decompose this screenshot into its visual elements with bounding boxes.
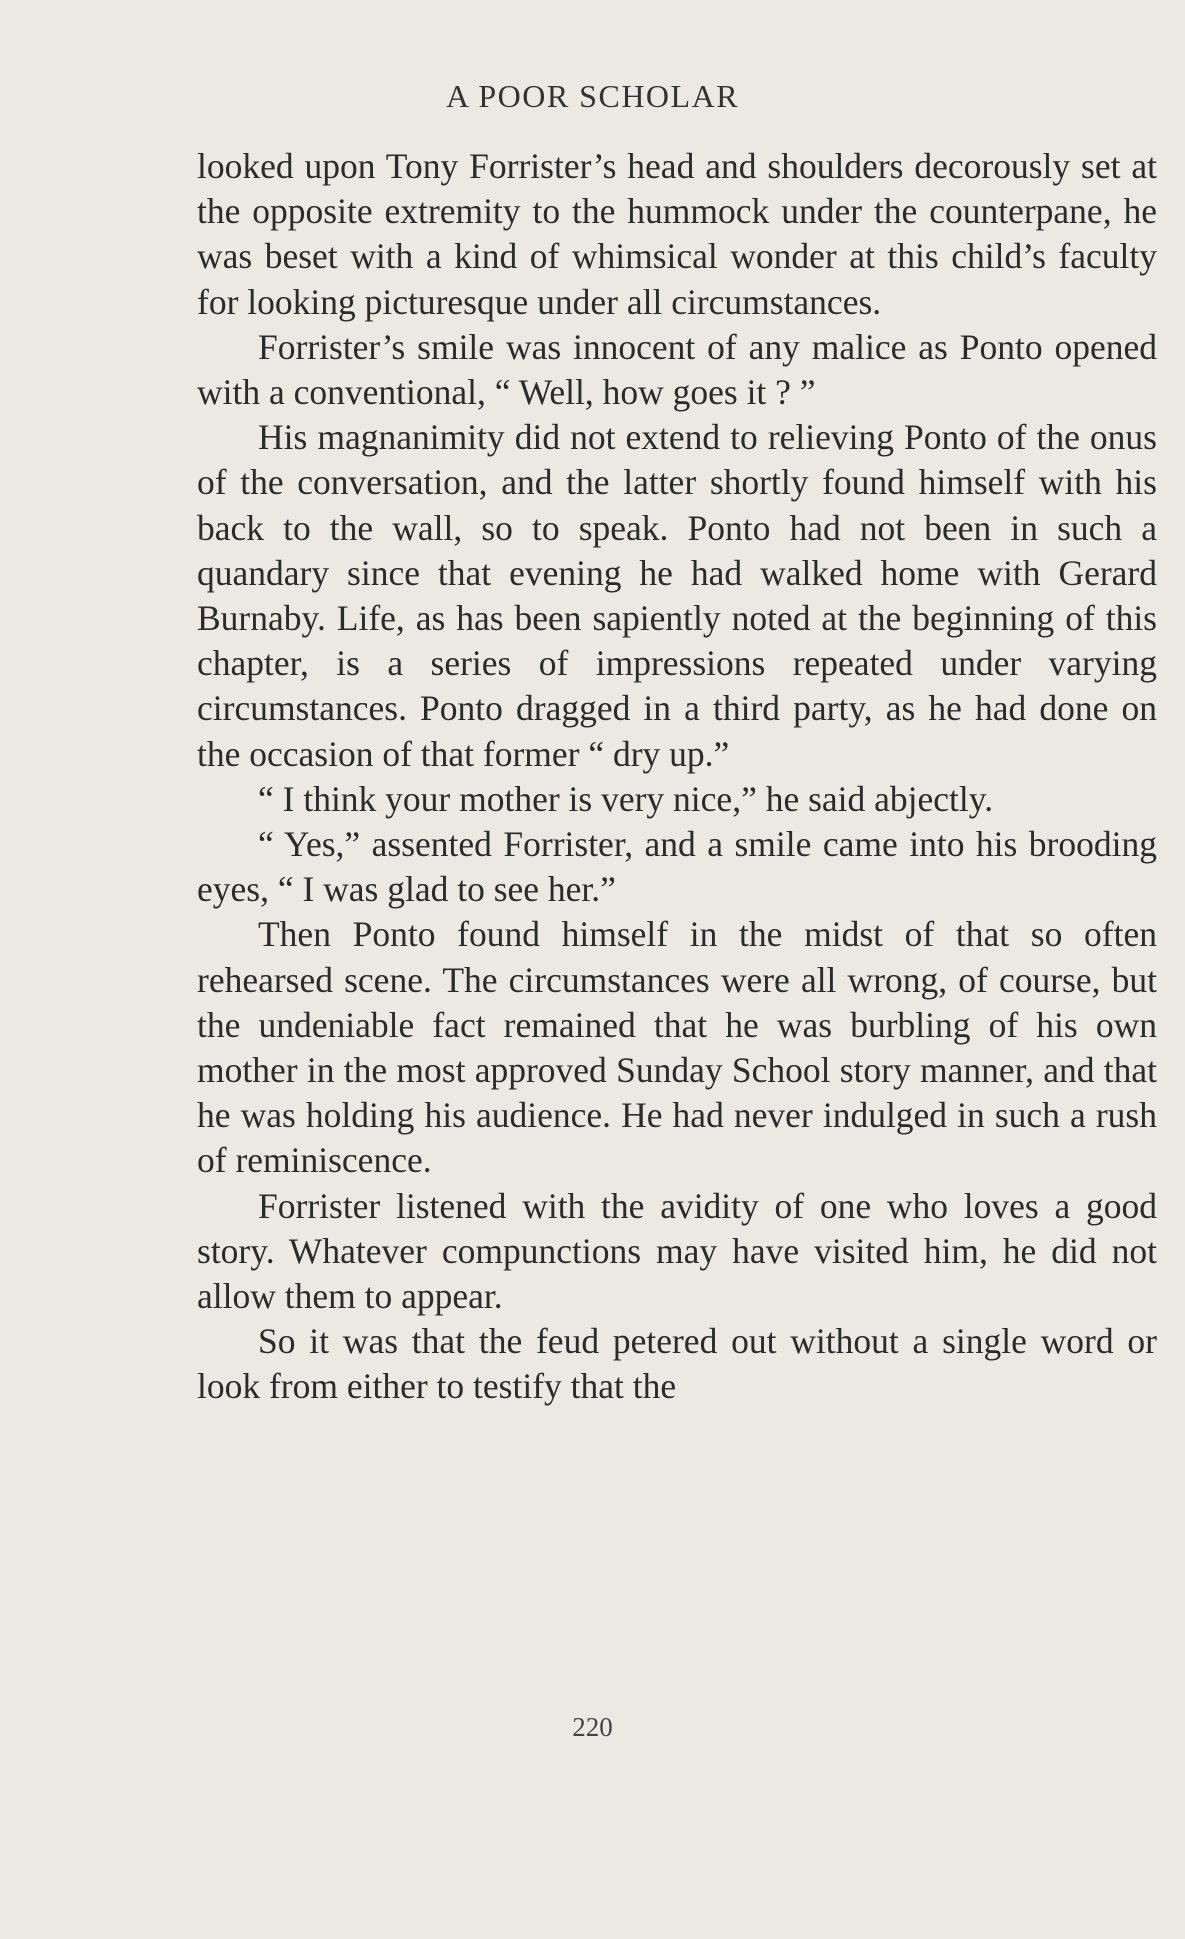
paragraph-continued: looked upon Tony Forrister’s head and shoulders decorously set at the opposite extremity to the hummock under the counterpane, he was beset with a kind of whimsical wonder at this child’s faculty for looking picturesque under all circumstances.: [197, 146, 1157, 322]
paragraph: Forrister listened with the avidity of one who loves a good story. Whatever compunctions may have visited him, he did not allow them to appear.: [197, 1185, 1157, 1317]
body-text: [197, 144, 1157, 1410]
page-number: 220: [572, 1712, 613, 1742]
running-head: A POOR SCHOLAR: [445, 78, 740, 114]
paragraph: “ I think your mother is very nice,” he said abjectly.: [258, 778, 994, 819]
paragraph: So it was that the feud petered out without a single word or look from either to testify that the: [197, 1321, 1157, 1407]
paragraph: Forrister’s smile was innocent of any malice as Ponto opened with a conventional, “ Well, how goes it ? ”: [197, 326, 1157, 413]
paragraph: Then Ponto found himself in the midst of that so often rehearsed scene. The circumstances were all wrong, of course, but the undeniable fact remained that he was burbling of his own mother in the most approved Sunday School story manner, and that he was holding his audience. He had never indulged in such a rush of reminiscence.: [197, 914, 1157, 1181]
paragraph: His magnanimity did not extend to relieving Ponto of the onus of the conversation, and the latter shortly found himself with his back to the wall, so to speak. Ponto had not been in such a quandary since that evening he had walked home with Gerard Burnaby. Life, as has been sapiently noted at the beginning of this chapter, is a series of impressions repeated under varying circumstances. Ponto dragged in a third party, as he had done on the occasion of that former “ dry up.”: [197, 417, 1157, 774]
paragraph: “ Yes,” assented Forrister, and a smile came into his brooding eyes, “ I was glad to see her.”: [197, 824, 1157, 910]
